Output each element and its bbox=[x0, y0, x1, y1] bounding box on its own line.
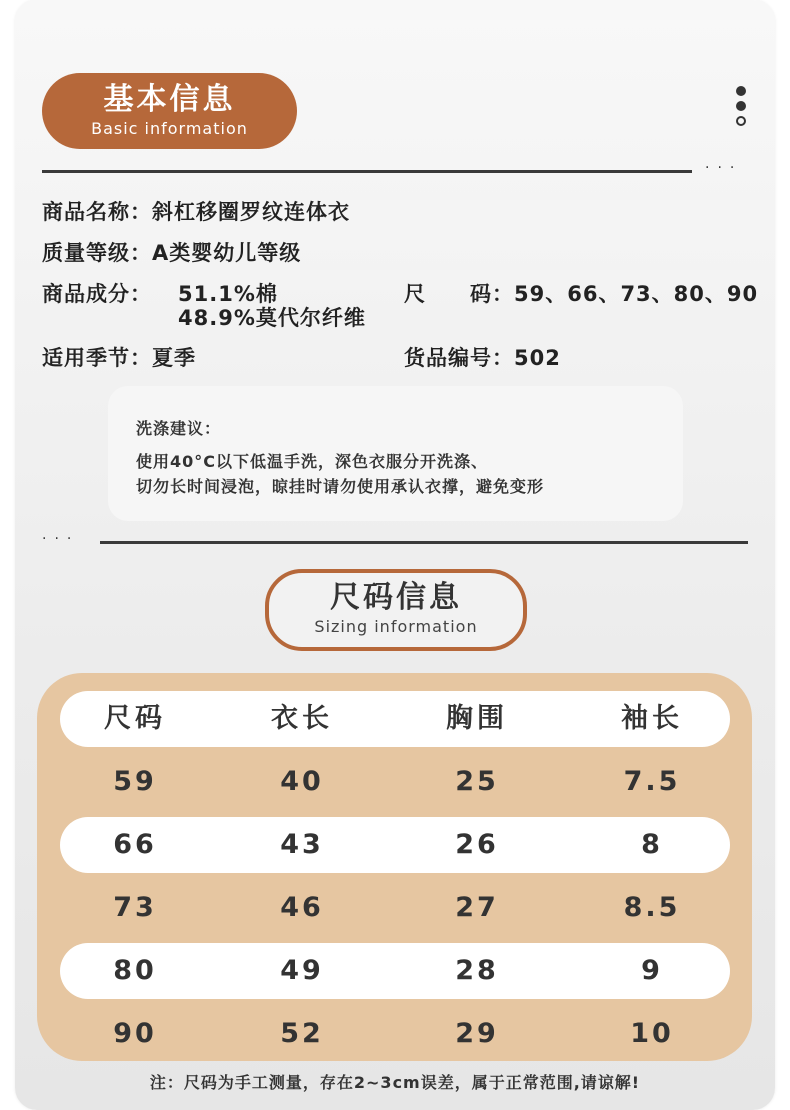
basic-info-badge bbox=[42, 73, 297, 149]
table-row bbox=[60, 1006, 730, 1062]
cell-length: 49 bbox=[280, 955, 324, 986]
size-table bbox=[37, 673, 752, 1061]
header-chest: 胸围 bbox=[446, 703, 508, 734]
measurement-note: 注：尺码为手工测量，存在2~3cm误差，属于正常范围,请谅解! bbox=[149, 1073, 641, 1092]
sku-label: 货品编号： bbox=[404, 346, 514, 370]
composition-line-2: 48.9%莫代尔纤维 bbox=[178, 306, 366, 330]
cell-size: 66 bbox=[113, 829, 157, 860]
quality-grade-value: A类婴幼儿等级 bbox=[152, 241, 302, 265]
season-row bbox=[42, 342, 196, 372]
basic-info-subtitle: Basic information bbox=[91, 119, 248, 138]
header-size: 尺码 bbox=[104, 703, 166, 734]
washing-advice-line-1: 使用40°C以下低温手洗，深色衣服分开洗涤、 bbox=[136, 452, 489, 471]
cell-length: 40 bbox=[280, 766, 324, 797]
quality-grade-row bbox=[42, 237, 301, 267]
table-row bbox=[60, 817, 730, 873]
cell-size: 59 bbox=[113, 766, 157, 797]
product-name-row bbox=[42, 196, 350, 226]
cell-length: 52 bbox=[280, 1018, 324, 1049]
quality-grade-label: 质量等级： bbox=[42, 241, 152, 265]
vertical-dots-icon bbox=[736, 86, 748, 131]
sizing-info-badge bbox=[265, 569, 527, 651]
washing-advice-line-2: 切勿长时间浸泡，晾挂时请勿使用承认衣撑，避免变形 bbox=[136, 477, 545, 496]
size-table-header bbox=[60, 691, 730, 747]
cell-chest: 28 bbox=[455, 955, 499, 986]
cell-sleeve: 10 bbox=[630, 1018, 674, 1049]
divider-dots-icon-2: ··· bbox=[42, 531, 80, 547]
composition-line-1: 51.1%棉 bbox=[178, 282, 278, 306]
sku-row bbox=[404, 342, 561, 372]
table-row bbox=[60, 943, 730, 999]
product-name-value: 斜杠移圈罗纹连体衣 bbox=[152, 200, 350, 224]
cell-size: 90 bbox=[113, 1018, 157, 1049]
divider-dots-icon: ··· bbox=[705, 160, 743, 176]
washing-advice-title: 洗涤建议： bbox=[136, 419, 222, 438]
cell-size: 80 bbox=[113, 955, 157, 986]
table-row bbox=[60, 754, 730, 810]
header-sleeve: 袖长 bbox=[621, 703, 683, 734]
cell-sleeve: 9 bbox=[641, 955, 663, 986]
basic-info-title: 基本信息 bbox=[103, 82, 236, 117]
cell-chest: 27 bbox=[455, 892, 499, 923]
size-row bbox=[404, 278, 758, 308]
sizing-info-subtitle: Sizing information bbox=[314, 617, 478, 636]
cell-chest: 25 bbox=[455, 766, 499, 797]
table-row bbox=[60, 880, 730, 936]
cell-sleeve: 8 bbox=[641, 829, 663, 860]
header-length: 衣长 bbox=[271, 703, 333, 734]
cell-chest: 26 bbox=[455, 829, 499, 860]
season-label: 适用季节： bbox=[42, 346, 152, 370]
cell-sleeve: 8.5 bbox=[623, 892, 681, 923]
size-value: 59、66、73、80、90 bbox=[514, 282, 759, 306]
washing-advice-box bbox=[108, 386, 683, 521]
divider-top bbox=[42, 170, 692, 173]
cell-length: 46 bbox=[280, 892, 324, 923]
season-value: 夏季 bbox=[152, 346, 196, 370]
composition-label: 商品成分： bbox=[42, 282, 152, 306]
cell-sleeve: 7.5 bbox=[623, 766, 681, 797]
cell-length: 43 bbox=[280, 829, 324, 860]
sizing-info-title: 尺码信息 bbox=[330, 580, 462, 615]
divider-middle bbox=[100, 541, 748, 544]
product-name-label: 商品名称： bbox=[42, 200, 152, 224]
cell-chest: 29 bbox=[455, 1018, 499, 1049]
sku-value: 502 bbox=[514, 346, 561, 370]
size-label: 尺 码： bbox=[404, 282, 514, 306]
cell-size: 73 bbox=[113, 892, 157, 923]
